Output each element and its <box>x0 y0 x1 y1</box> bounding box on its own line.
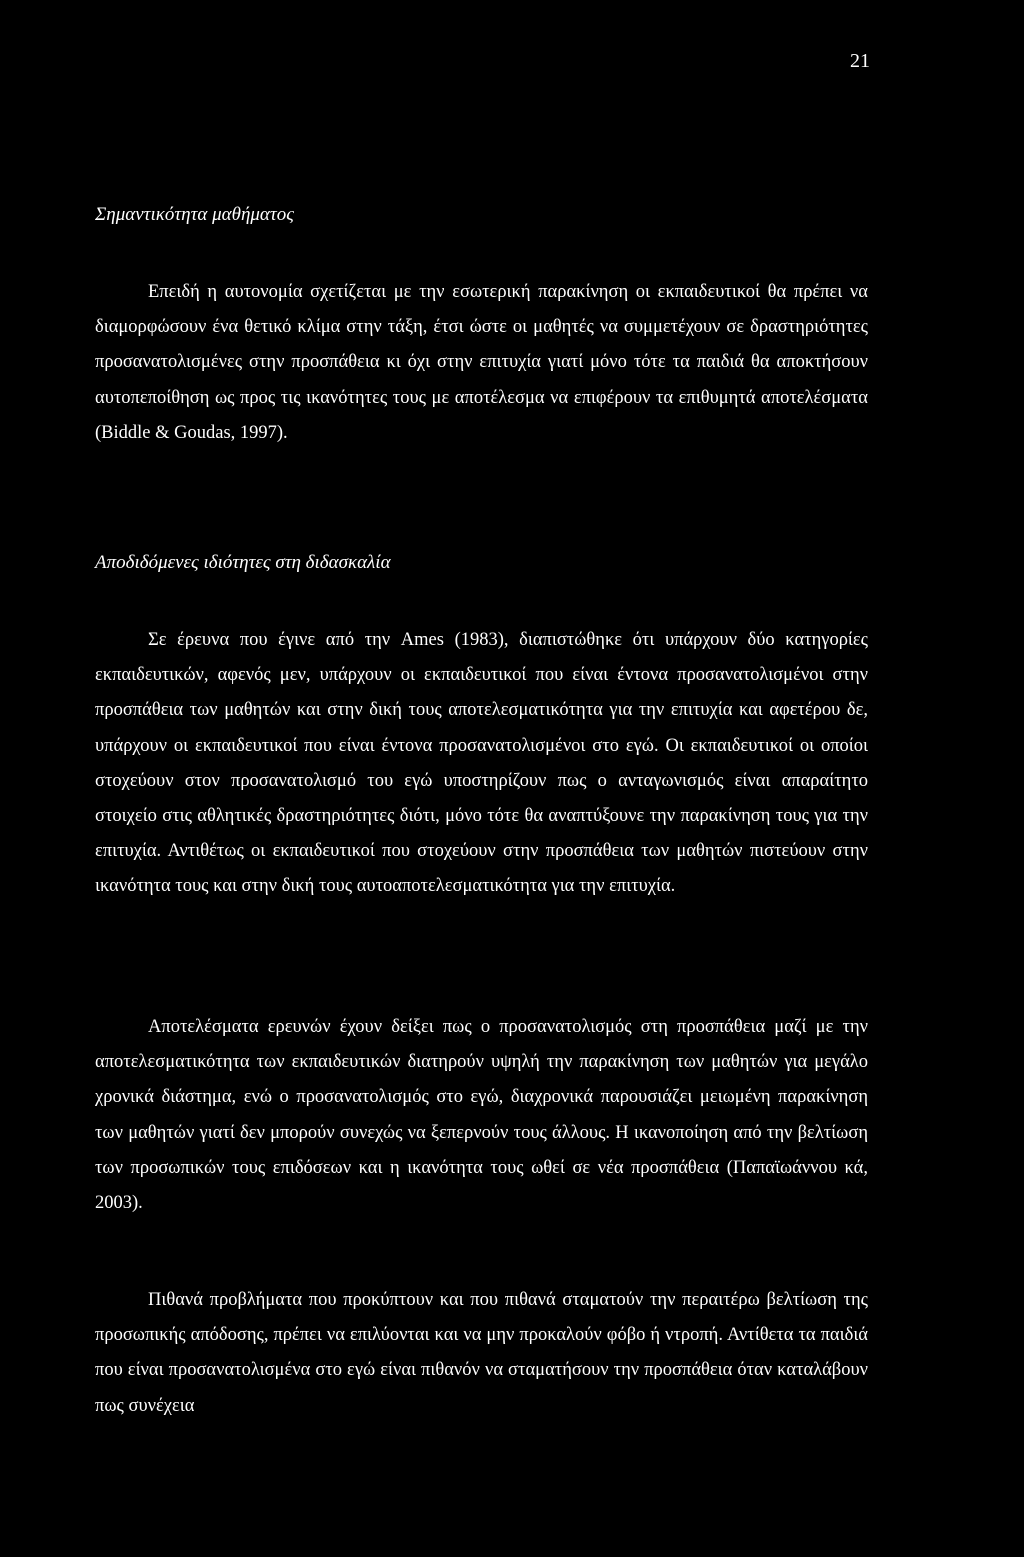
section-heading-importance: Σημαντικότητα μαθήματος <box>95 204 294 225</box>
section-heading-attributed-qualities: Αποδιδόμενες ιδιότητες στη διδασκαλία <box>95 552 391 573</box>
paragraph-ames-research: Σε έρευνα που έγινε από την Ames (1983), διαπιστώθηκε ότι υπάρχουν δύο κατηγορίες εκπαιδευτικών, αφενός μεν, υπάρχουν οι εκπαιδευτικοί που είναι έντονα προσανατολισμένοι στην προσπάθεια των μαθητών και στην δική τους αποτελεσματικότητα για την επιτυχία και αφετέρου δε, υπάρχουν οι εκπαιδευτικοί που είναι έντονα προσανατολισμένοι στο εγώ. Οι εκπαιδευτικοί οι οποίοι στοχεύουν στον προσανατολισμό του εγώ υποστηρίζουν πως ο ανταγωνισμός είναι απαραίτητο στοιχείο στις αθλητικές δραστηριότητες διότι, μόνο τότε θα αναπτύξουνε την παρακίνηση τους για την επιτυχία. Αντιθέτως οι εκπαιδευτικοί που στοχεύουν στην προσπάθεια των μαθητών πιστεύουν στην ικανότητα τους και στην δική τους αυτοαποτελεσματικότητα για την επιτυχία. <box>95 630 868 897</box>
paragraph-possible-problems: Πιθανά προβλήματα που προκύπτουν και που πιθανά σταματούν την περαιτέρω βελτίωση της προσωπικής απόδοσης, πρέπει να επιλύονται και να μην προκαλούν φόβο ή ντροπή. Αντίθετα τα παιδιά που είναι προσανατολισμένα στο εγώ είναι πιθανόν να σταματήσουν την προσπάθεια όταν καταλάβουν πως συνέχεια <box>95 1290 868 1416</box>
paragraph-autonomy: Επειδή η αυτονομία σχετίζεται με την εσωτερική παρακίνηση οι εκπαιδευτικοί θα πρέπει να διαμορφώσουν ένα θετικό κλίμα στην τάξη, έτσι ώστε οι μαθητές να συμμετέχουν σε δραστηριότητες προσανατολισμένες στην προσπάθεια κι όχι στην επιτυχία γιατί μόνο τότε τα παιδιά θα αποκτήσουν αυτοπεποίθηση ως προς τις ικανότητες τους με αποτέλεσμα να επιφέρουν τα επιθυμητά αποτελέσματα (Biddle & Goudas, 1997). <box>95 282 868 443</box>
paragraph-research-results: Αποτελέσματα ερευνών έχουν δείξει πως ο προσανατολισμός στη προσπάθεια μαζί με την αποτελεσματικότητα των εκπαιδευτικών διατηρούν υψηλή την παρακίνηση των μαθητών για μεγάλο χρονικά διάστημα, ενώ ο προσανατολισμός στο εγώ, διαχρονικά παρουσιάζει μειωμένη παρακίνηση των μαθητών γιατί δεν μπορούν συνεχώς να ξεπερνούν τους άλλους. Η ικανοποίηση από την βελτίωση των προσωπικών τους επιδόσεων και η ικανότητα τους ωθεί σε νέα προσπάθεια (Παπαϊωάννου κά, 2003). <box>95 1017 868 1214</box>
page-number: 21 <box>850 50 870 72</box>
